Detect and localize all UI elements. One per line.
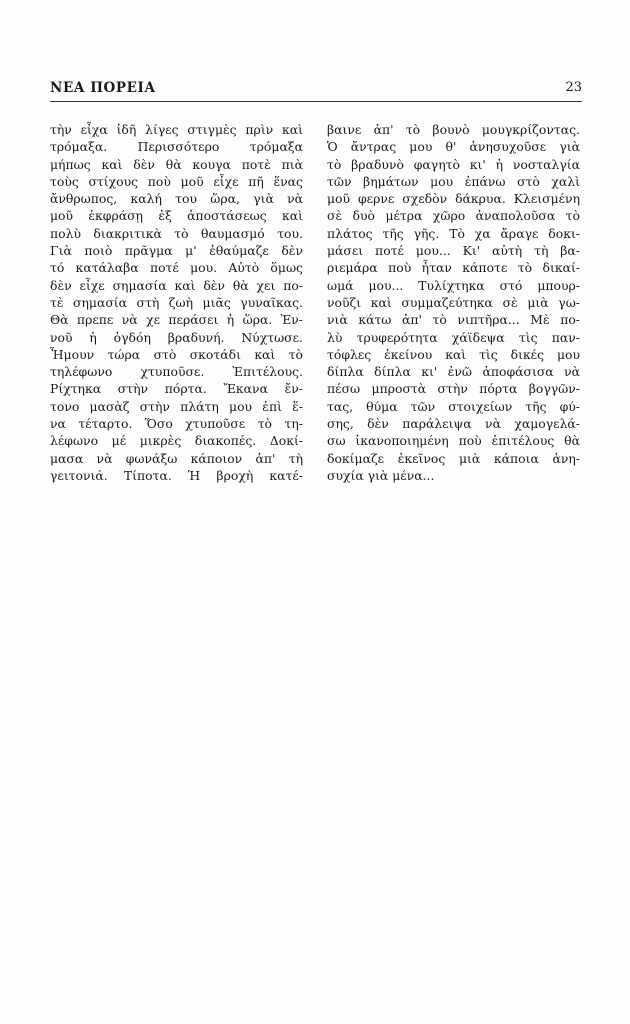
text-line: συχία γιὰ μένα... [327, 467, 435, 483]
text-line: ἄνθρωπος, καλή του ὥρα, γιὰ νὰ [50, 191, 303, 207]
text-line: τὴν εἶχα ἰδῆ λίγες στιγμὲς πρὶν καὶ [50, 122, 303, 137]
right-text-column [327, 121, 580, 484]
text-line: Γιὰ ποιὸ πρᾶγμα μ' ἐθαύμαζε δὲν [50, 243, 303, 259]
text-line: μάσει ποτέ μου... Κι' αὐτὴ τὴ βα- [327, 243, 580, 259]
text-line: πολὺ διακριτικὰ τὸ θαυμασμό του. [50, 225, 303, 241]
text-line: μασα νὰ φωνάξω κάποιον ἀπ' τὴ [50, 450, 303, 466]
text-line: βαινε ἀπ' τὸ βουνὸ μουγκρίζοντας. [327, 122, 580, 137]
text-line: Ἦμουν τώρα στὸ σκοτάδι καὶ τὸ [50, 346, 303, 362]
text-line: νοῦ ἡ ὀγδόη βραδυνή. Νύχτωσε. [50, 329, 303, 345]
text-line: τό κατάλαβα ποτέ μου. Αὐτὸ ὅμως [50, 260, 303, 276]
text-line: τῶν βημάτων μου ἐπάνω στὸ χαλὶ [327, 173, 580, 189]
text-line: τὸ βραδυνὸ φαγητὸ κι' ἡ νοσταλγία [327, 156, 580, 172]
text-line: δὲν εἶχε σημασία καὶ δὲν θὰ χει πο- [50, 277, 303, 293]
left-text-column [50, 121, 303, 484]
text-line: τὲ σημασία στὴ ζωὴ μιᾶς γυναῖκας. [50, 294, 303, 310]
text-line: Ὁ ἄντρας μου θ' ἀνησυχοῦσε γιὰ [327, 139, 580, 155]
text-line: δίπλα δίπλα κι' ἐνῶ ἀποφάσισα νὰ [327, 364, 580, 380]
text-line: να τέταρτο. Ὅσο χτυποῦσε τὸ τη- [50, 416, 303, 432]
text-line: λὺ τρυφερότητα χάϊδεψα τὶς παν- [327, 329, 580, 345]
text-line: σης, δὲν παράλειψα νὰ χαμογελά- [327, 416, 580, 432]
text-line: λέφωνο μέ μικρὲς διακοπές. Δοκί- [50, 433, 303, 449]
text-line: νοῦζι καὶ συμμαζεύτηκα σὲ μιὰ γω- [327, 294, 580, 310]
text-line: πλάτος τῆς γῆς. Τὸ χα ἄραγε δοκι- [327, 225, 580, 241]
text-line: ριεμάρα ποὺ ἦταν κάποτε τὸ δικαί- [327, 260, 580, 276]
text-line: σὲ δυὸ μέτρα χῶρο ἀναπολοῦσα τὸ [327, 208, 580, 224]
text-line: Ρίχτηκα στὴν πόρτα. Ἔκανα ἔν- [50, 381, 303, 397]
text-line: τας, θύμα τῶν στοιχείων τῆς φύ- [327, 398, 580, 414]
text-line: μοῦ φερνε σχεδὸν δάκρυα. Κλεισμένη [327, 191, 580, 207]
text-line: Θὰ πρεπε νὰ χε περάσει ἡ ὥρα. Ἐν- [50, 312, 303, 328]
text-line: τόφλες ἐκείνου καὶ τὶς δικές μου [327, 346, 580, 362]
text-line: μήπως καὶ δὲν θὰ κουγα ποτὲ πιὰ [50, 156, 303, 172]
text-line: σω ἱκανοποιημένη ποὺ ἐπιτέλους θὰ [327, 433, 580, 449]
text-line: τηλέφωνο χτυποῦσε. Ἐπιτέλους. [50, 364, 303, 380]
page-number: 23 [565, 80, 582, 95]
text-line: πέσω μπροστὰ στὴν πόρτα βογγῶν- [327, 381, 580, 397]
text-line: τοὺς στίχους ποὺ μοῦ εἶχε πῆ ἕνας [50, 173, 303, 189]
journal-title: ΝΕΑ ΠΟΡΕΙΑ [50, 80, 156, 96]
text-line: νιὰ κάτω ἀπ' τὸ νιπτῆρα... Μὲ πο- [327, 312, 580, 328]
running-header [50, 78, 582, 100]
text-line: μοῦ ἐκφράσῃ ἐξ ἀποστάσεως καὶ [50, 208, 303, 224]
text-line: γειτονιά. Τίποτα. Ἡ βροχὴ κατέ- [50, 467, 303, 483]
text-line: δοκίμαζε ἐκεῖνος μιὰ κάποια ἀνη- [327, 450, 580, 466]
text-line: ωμά μου... Τυλίχτηκα στό μπουρ- [327, 277, 580, 293]
text-line: τονο μασὰζ στὴν πλάτη μου ἐπὶ ἕ- [50, 398, 303, 414]
text-line: τρόμαξα. Περισσότερο τρόμαξα [50, 139, 303, 155]
header-rule [50, 101, 582, 102]
